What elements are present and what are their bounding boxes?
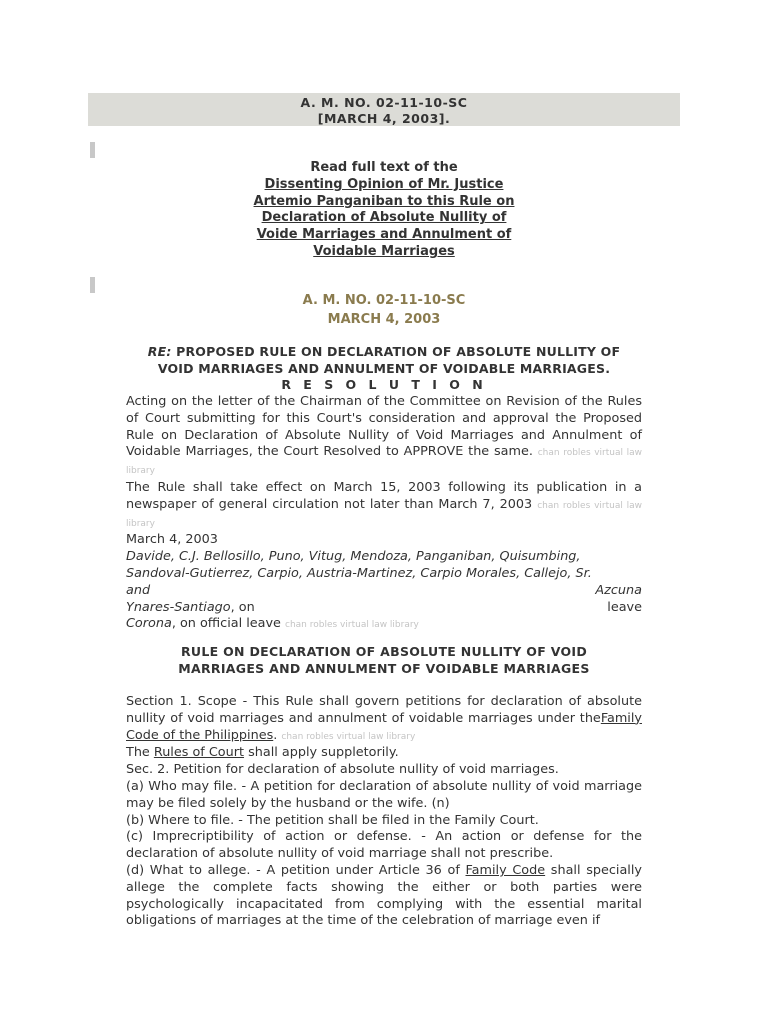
- justices-and: and: [126, 582, 151, 598]
- rules-of-court-line: [126, 745, 642, 762]
- section-2-item-c: (c) Imprecriptibility of action or defense. - An action or defense for the declaration of absolute nullity of void marriage shall not prescribe.: [126, 829, 642, 862]
- family-code-ph-link[interactable]: Family Code of the Philippines: [126, 710, 642, 743]
- rules-suffix: shall apply suppletorily.: [244, 745, 399, 761]
- family-code-link[interactable]: Family Code: [465, 862, 546, 878]
- watermark: chan robles virtual law library: [281, 731, 416, 742]
- watermark: chan robles virtual law library: [285, 620, 419, 631]
- watermark: chan robles virtual law library: [126, 448, 642, 477]
- resolution-paragraph-2: [126, 480, 642, 532]
- rules-of-court-link[interactable]: Rules of Court: [153, 745, 245, 761]
- rule-body: [126, 694, 642, 930]
- dissent-link-line-4[interactable]: Voide Marriages and Annulment of: [256, 227, 512, 243]
- justices-line-3: [126, 583, 642, 600]
- case-number: A. M. NO. 02-11-10-SC: [300, 95, 468, 110]
- section-1-text: Section 1. Scope - This Rule shall govern petitions for declaration of absolute nullity of void marriages and annulment of voidable marriages under the: [126, 694, 642, 726]
- re-line-1-text: PROPOSED RULE ON DECLARATION OF ABSOLUTE NULLITY OF: [176, 344, 621, 359]
- re-line-1: [126, 344, 642, 361]
- sub-case-number: A. M. NO. 02-11-10-SC: [302, 293, 466, 308]
- rules-prefix: The: [126, 745, 154, 761]
- justices-line-1: Davide, C.J. Bellosillo, Puno, Vitug, Mendoza, Panganiban, Quisumbing,: [126, 549, 581, 565]
- resolution-title: R E S O L U T I O N: [281, 377, 487, 393]
- leave-word: leave: [607, 599, 642, 615]
- item-d-rest: shall specially allege the complete facts showing the either or both parties were psychologically incapacitated from complying with the essential marital obligations of marriages at the time of the celebration of marriage even if: [126, 862, 642, 929]
- resolution-heading: [126, 344, 642, 394]
- section-2-heading: Sec. 2. Petition for declaration of absolute nullity of void marriages.: [126, 762, 559, 778]
- resolution-paragraph-1: [126, 394, 642, 480]
- watermark: chan robles virtual law library: [126, 500, 642, 529]
- dissent-link-line-1[interactable]: Dissenting Opinion of Mr. Justice: [264, 176, 504, 192]
- sub-case-date: MARCH 4, 2003: [327, 312, 441, 327]
- dissent-link-line-2[interactable]: Artemio Panganiban to this Rule on: [253, 193, 515, 209]
- section-1-end: .: [273, 727, 278, 743]
- justices-line-4: [126, 600, 642, 617]
- bullet-marker: [90, 277, 95, 293]
- ynares-on: , on: [230, 599, 255, 615]
- resolution-paragraph-2-text: The Rule shall take effect on March 15, 2003 following its publication in a newspaper of general circulation not later than March 7, 2003: [126, 479, 642, 512]
- corona-rest: , on official leave: [171, 616, 281, 632]
- case-date: [MARCH 4, 2003].: [317, 111, 451, 126]
- re-line-2: VOID MARRIAGES AND ANNULMENT OF VOIDABLE MARRIAGES.: [157, 360, 611, 376]
- resolution-paragraph-1-text: Acting on the letter of the Chairman of the Committee on Revision of the Rules of Court submitting for this Court's consideration and approval the Proposed Rule on Declaration of Absolute Nullity of Void Marriages and Annulment of Voidable Marriages, the Court Resolved to APPROVE the same.: [126, 394, 642, 460]
- item-d-prefix: (d) What to allege. - A petition under Article 36 of: [126, 862, 466, 878]
- dissent-intro: Read full text of the: [310, 160, 458, 175]
- case-header: [88, 93, 680, 126]
- rule-title-line-2: MARRIAGES AND ANNULMENT OF VOIDABLE MARRIAGES: [178, 661, 590, 676]
- section-1: [126, 694, 642, 745]
- resolution-body: [126, 394, 642, 634]
- justices-line-5: [126, 616, 642, 634]
- justices-line-2: Sandoval-Gutierrez, Carpio, Austria-Martinez, Carpio Morales, Callejo, Sr.: [126, 565, 592, 581]
- justice-ynares: Ynares-Santiago: [126, 599, 231, 615]
- justices-azcuna: Azcuna: [595, 582, 642, 598]
- dissent-link-block: [230, 160, 538, 261]
- resolution-date: March 4, 2003: [126, 532, 218, 548]
- bullet-marker: [90, 142, 95, 158]
- section-2-item-a: (a) Who may file. - A petition for declaration of absolute nullity of void marriage may be filed solely by the husband or the wife. (n): [126, 778, 642, 811]
- rule-title-line-1: RULE ON DECLARATION OF ABSOLUTE NULLITY OF VOID: [180, 644, 588, 659]
- dissent-link-line-3[interactable]: Declaration of Absolute Nullity of: [261, 210, 507, 226]
- ynares-group: [126, 600, 255, 617]
- section-2-item-d: [126, 863, 642, 930]
- re-label: RE:: [147, 344, 172, 359]
- justice-corona: Corona: [126, 616, 172, 632]
- rule-title: [126, 643, 642, 677]
- section-2-item-b: (b) Where to file. - The petition shall be filed in the Family Court.: [126, 812, 539, 828]
- dissent-link-line-5[interactable]: Voidable Marriages: [313, 243, 455, 259]
